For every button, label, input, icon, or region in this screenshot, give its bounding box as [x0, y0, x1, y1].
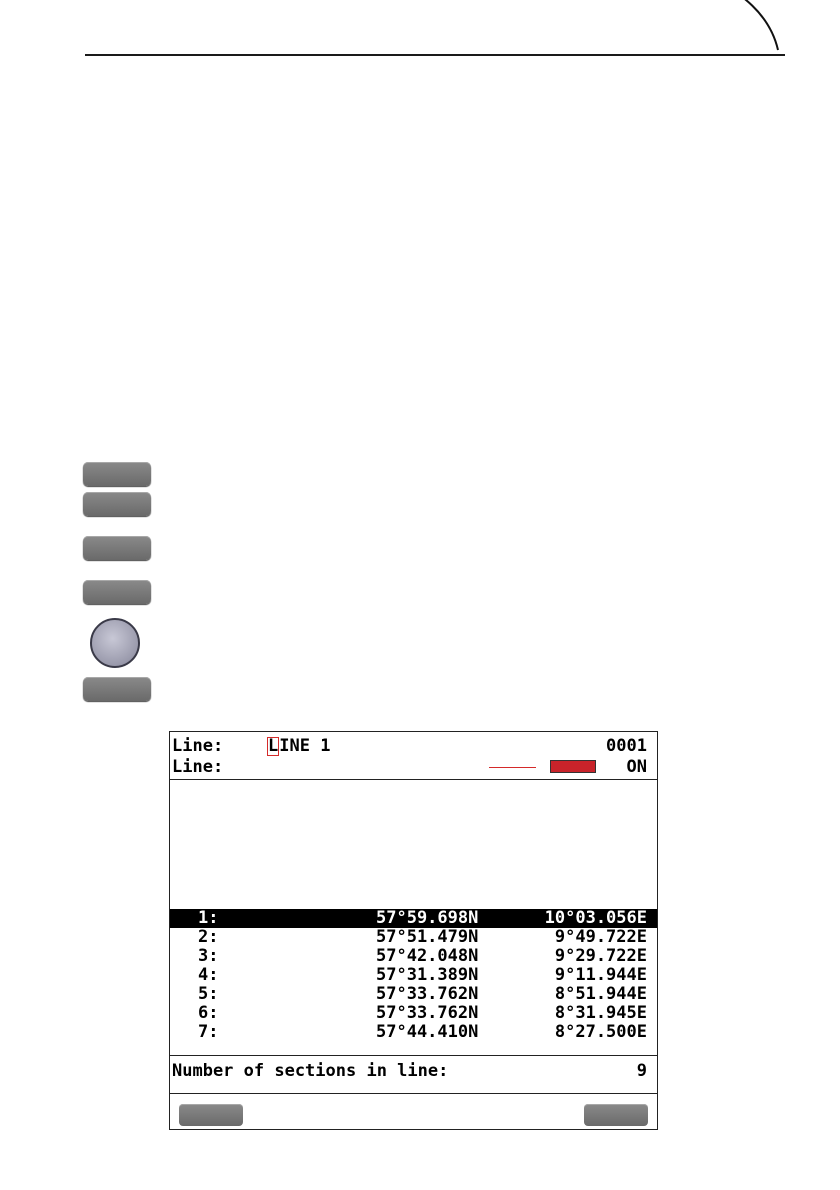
waypoint-lat: 57°59.698N — [376, 908, 479, 928]
side-key-3[interactable] — [83, 536, 151, 560]
line-name-field[interactable] — [267, 736, 330, 756]
softkey-right[interactable] — [584, 1104, 648, 1126]
side-key-2[interactable] — [83, 492, 151, 516]
waypoint-lon: 9°49.722E — [554, 927, 647, 947]
waypoint-row[interactable] — [170, 928, 657, 947]
line-name-row — [170, 736, 657, 756]
header-divider — [170, 779, 657, 780]
waypoint-lon: 8°51.944E — [554, 984, 647, 1004]
line-color-swatch[interactable] — [550, 760, 596, 773]
sections-row — [170, 1060, 657, 1082]
waypoint-lat: 57°44.410N — [376, 1022, 479, 1042]
waypoint-lat: 57°51.479N — [376, 927, 479, 947]
line-edit-screen — [169, 731, 658, 1130]
waypoint-lon: 10°03.056E — [544, 908, 647, 928]
list-divider — [170, 1055, 657, 1056]
page-corner-curve — [700, 0, 790, 70]
sections-label: Number of sections in line: — [172, 1061, 449, 1081]
waypoint-index: 5: — [198, 984, 219, 1004]
line-label: Line: — [172, 736, 224, 756]
side-key-4[interactable] — [83, 580, 151, 604]
line-number: 0001 — [606, 736, 647, 756]
waypoint-lon: 9°29.722E — [554, 946, 647, 966]
line-style-row — [170, 757, 657, 777]
waypoint-lon: 8°27.500E — [554, 1022, 647, 1042]
waypoint-row[interactable] — [170, 966, 657, 985]
waypoint-row[interactable] — [170, 947, 657, 966]
waypoint-index: 6: — [198, 1003, 219, 1023]
waypoint-lat: 57°42.048N — [376, 946, 479, 966]
waypoint-index: 3: — [198, 946, 219, 966]
footer-divider — [170, 1093, 657, 1094]
header-rule — [85, 54, 785, 56]
softkey-left[interactable] — [179, 1104, 243, 1126]
waypoint-row[interactable] — [170, 1004, 657, 1023]
waypoint-row[interactable] — [170, 985, 657, 1004]
line-stroke-sample — [489, 767, 536, 768]
side-key-5[interactable] — [83, 677, 151, 701]
sections-count: 9 — [636, 1061, 647, 1081]
waypoint-lat: 57°33.762N — [376, 1003, 479, 1023]
line-status[interactable]: ON — [626, 757, 647, 777]
waypoint-row[interactable] — [170, 909, 657, 928]
rotary-knob[interactable] — [90, 618, 140, 668]
waypoint-lon: 9°11.944E — [554, 965, 647, 985]
line-name-text: INE 1 — [279, 736, 331, 756]
waypoint-index: 2: — [198, 927, 219, 947]
waypoint-row[interactable] — [170, 1023, 657, 1042]
side-key-1[interactable] — [83, 462, 151, 486]
waypoint-index: 7: — [198, 1022, 219, 1042]
waypoint-index: 4: — [198, 965, 219, 985]
waypoint-index: 1: — [198, 908, 219, 928]
waypoint-lon: 8°31.945E — [554, 1003, 647, 1023]
line2-label: Line: — [172, 757, 224, 777]
text-cursor: L — [268, 736, 279, 756]
waypoint-lat: 57°33.762N — [376, 984, 479, 1004]
waypoint-lat: 57°31.389N — [376, 965, 479, 985]
